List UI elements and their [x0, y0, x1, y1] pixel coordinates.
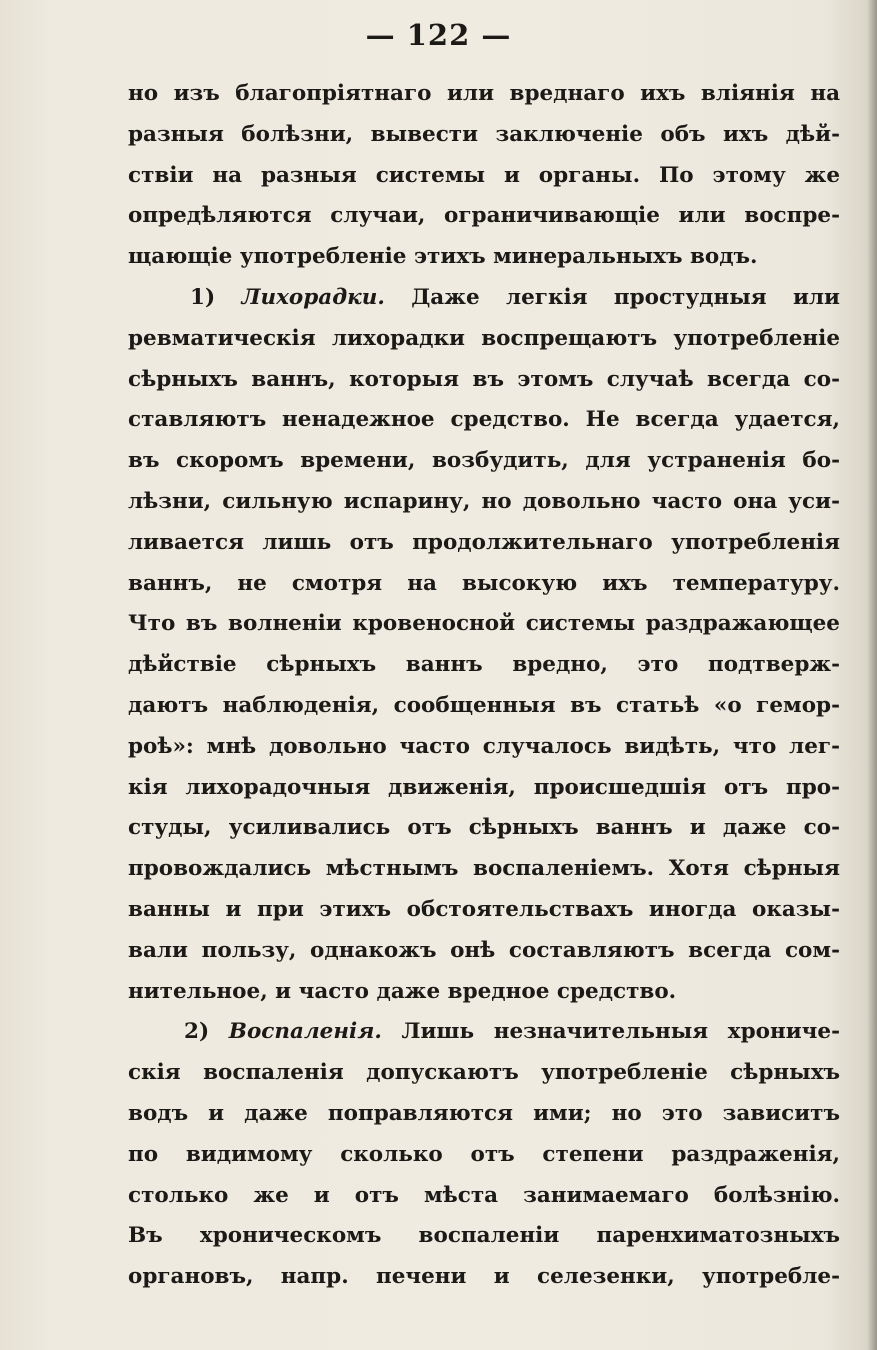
text-line: роѣ»: мнѣ довольно часто случалось видѣть, что лег- — [128, 733, 840, 759]
text-line: органовъ, напр. печени и селезенки, употребле- — [128, 1264, 840, 1290]
text-line: сѣрныхъ ваннъ, которыя въ этомъ случаѣ всегда со- — [128, 366, 840, 392]
text-line: ствіи на разныя системы и органы. По этому же — [128, 162, 840, 188]
text-line: студы, усиливались отъ сѣрныхъ ваннъ и даже со- — [128, 815, 840, 841]
page-number: — 122 — — [365, 18, 512, 52]
text-line: лѣзни, сильную испарину, но довольно часто она уси- — [128, 488, 840, 514]
text-line: ванны и при этихъ обстоятельствахъ иногда оказы- — [128, 896, 840, 922]
section-2-number: 2) — [184, 1019, 210, 1045]
text-line: провождались мѣстнымъ воспаленіемъ. Хотя сѣрныя — [128, 856, 840, 882]
text-line: ваннъ, не смотря на высокую ихъ температуру. — [128, 570, 840, 596]
section-2-title: Воспаленія. — [228, 1019, 382, 1045]
text-line: даютъ наблюденія, сообщенныя въ статьѣ «о гемор- — [128, 692, 840, 718]
page-edge-shadow — [867, 0, 877, 1350]
text-line: ливается лишь отъ продолжительнаго употребленія — [128, 529, 840, 555]
text-line: Въ хроническомъ воспаленіи паренхиматозныхъ — [128, 1223, 840, 1249]
section-2-heading-line — [128, 1012, 840, 1053]
text-line: опредѣляются случаи, ограничивающіе или воспре- — [128, 203, 840, 229]
section-1-title: Лихорадки. — [241, 284, 385, 310]
section-1-number: 1) — [190, 284, 216, 310]
body-text — [128, 74, 840, 1298]
section-1-first-line: Даже легкія простудныя или — [411, 284, 840, 310]
text-line: дѣйствіе сѣрныхъ ваннъ вредно, это подтверж- — [128, 652, 840, 678]
text-line: водъ и даже поправляются ими; но это зависитъ — [128, 1100, 840, 1126]
section-2-first-line: Лишь незначительныя хрониче- — [401, 1019, 840, 1045]
text-line: ставляютъ ненадежное средство. Не всегда удается, — [128, 407, 840, 433]
section-1-heading-line — [128, 278, 840, 319]
text-line: скія воспаленія допускаютъ употребленіе сѣрныхъ — [128, 1060, 840, 1086]
text-line: нительное, и часто даже вредное средство. — [128, 978, 677, 1004]
text-line: по видимому сколько отъ степени раздраженія, — [128, 1141, 840, 1167]
text-line: но изъ благопріятнаго или вреднаго ихъ вліянія на — [128, 81, 840, 106]
text-line: кія лихорадочныя движенія, происшедшія отъ про- — [128, 774, 840, 800]
text-line: щающіе употребленіе этихъ минеральныхъ водъ. — [128, 244, 758, 270]
text-line: ревматическія лихорадки воспрещаютъ употребленіе — [128, 325, 840, 351]
text-line: Что въ волненіи кровеносной системы раздражающее — [128, 611, 840, 637]
text-line: въ скоромъ времени, возбудить, для устраненія бо- — [128, 448, 840, 474]
text-line: вали пользу, однакожъ онѣ составляютъ всегда сом- — [128, 937, 840, 963]
text-line: столько же и отъ мѣста занимаемаго болѣзнію. — [128, 1182, 840, 1208]
text-line: разныя болѣзни, вывести заключеніе объ ихъ дѣй- — [128, 121, 840, 147]
